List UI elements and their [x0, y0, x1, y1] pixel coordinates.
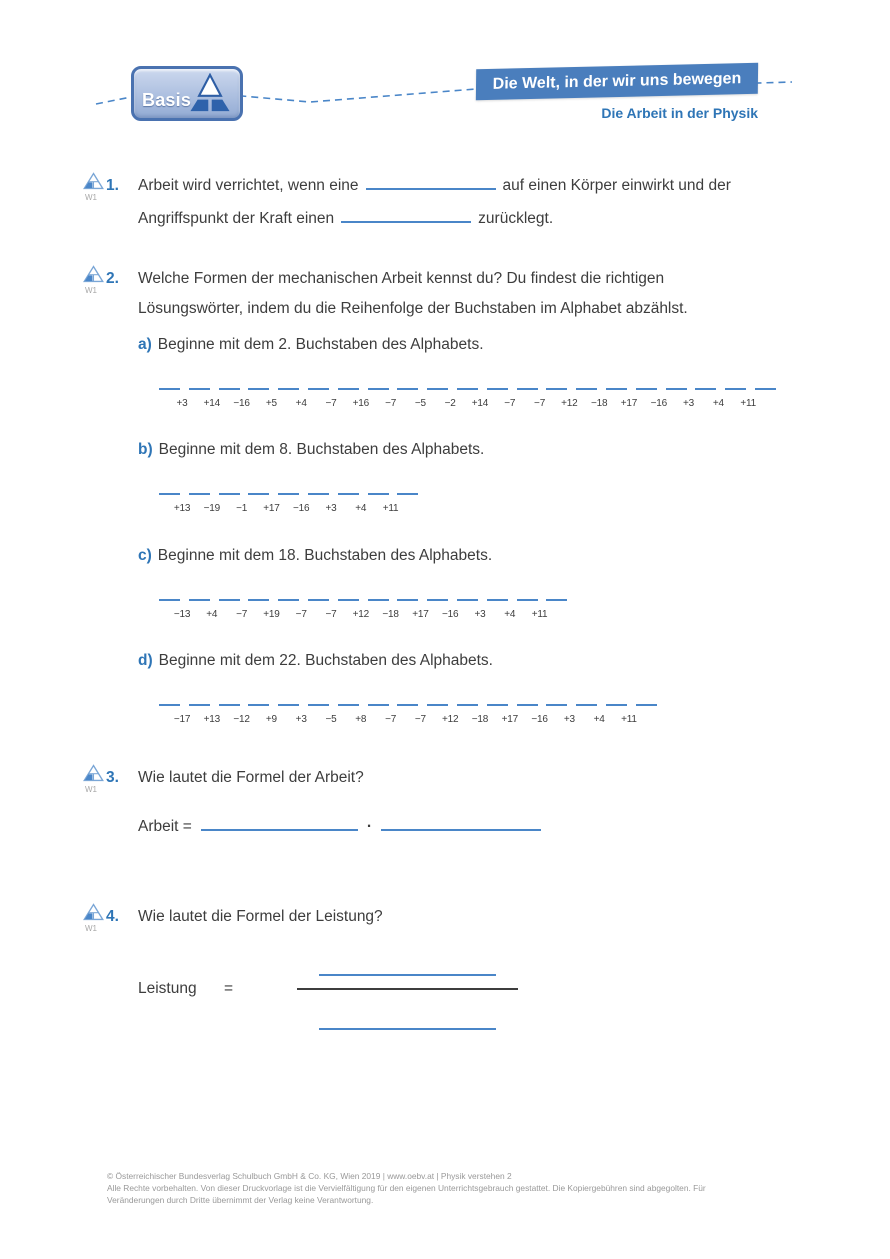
letter-step-number: −16: [650, 398, 667, 409]
letter-slot[interactable]: [189, 597, 219, 627]
letter-step-number: +11: [740, 398, 756, 409]
letter-step-number: +16: [352, 398, 369, 409]
letter-blank-dash: [219, 388, 240, 390]
letter-slot[interactable]: [338, 491, 368, 521]
letter-step-number: +14: [471, 398, 489, 409]
letter-slot[interactable]: [368, 597, 398, 627]
fraction-bar: [297, 988, 518, 990]
letter-blank-dash: [636, 704, 657, 706]
letter-blank-dash: [278, 493, 299, 495]
part-label: a): [138, 336, 152, 353]
letter-step-number: +9: [265, 714, 277, 725]
imprint-line-2: Alle Rechte vorbehalten. Von dieser Druckvorlage ist die Vervielfältigung für den eigenen Unterrichtsgebrauch gestattet. Die Kopiergebühren sind abgegolten. Für Veränderungen durch Dritte übernimmt der Verlag keine Verantwortung.: [107, 1182, 706, 1205]
question-text: Arbeit wird verrichtet, wenn eine: [138, 177, 359, 194]
letter-blank-dash: [219, 493, 240, 495]
letter-step-number: −17: [173, 714, 191, 725]
numerator-blank[interactable]: [319, 974, 496, 976]
letter-slot[interactable]: [278, 491, 308, 521]
letter-slot[interactable]: [189, 702, 219, 732]
letter-blank-dash: [278, 599, 299, 601]
letter-step-number: +19: [263, 609, 280, 620]
letter-step-number: −18: [590, 398, 608, 409]
letter-slot[interactable]: [248, 491, 278, 521]
letter-blank-dash: [666, 388, 687, 390]
letter-step-number: +4: [593, 714, 605, 725]
formula-label: Leistung: [138, 980, 197, 997]
part-label: c): [138, 547, 152, 564]
question-number: 4.: [106, 908, 119, 925]
letter-blank-dash: [487, 388, 508, 390]
letter-slot[interactable]: [546, 702, 576, 732]
letter-blank-dash: [278, 704, 299, 706]
letter-blank-dash: [397, 599, 418, 601]
letter-slot[interactable]: [576, 702, 606, 732]
letter-slot[interactable]: [397, 491, 427, 521]
letter-slot[interactable]: [427, 702, 457, 732]
letter-slot[interactable]: [159, 386, 189, 416]
letter-blank-dash: [427, 704, 448, 706]
letter-blank-dash: [546, 599, 567, 601]
question-text: auf einen Körper einwirkt und der: [502, 177, 731, 194]
worksheet-tag: W1: [85, 193, 97, 202]
letter-slot[interactable]: [368, 386, 398, 416]
letter-blank-dash: [219, 599, 240, 601]
letter-step-number: +17: [620, 398, 638, 409]
answer-blank[interactable]: [366, 187, 496, 190]
letter-slot[interactable]: [159, 597, 189, 627]
letter-slot[interactable]: [576, 386, 606, 416]
letter-blank-dash: [457, 599, 478, 601]
letter-step-number: +17: [412, 609, 429, 620]
letter-step-number: −13: [173, 609, 191, 620]
letter-slot[interactable]: [397, 386, 427, 416]
letter-step-number: +12: [441, 714, 459, 725]
letter-slot[interactable]: [457, 597, 487, 627]
letter-slot[interactable]: [278, 386, 308, 416]
letter-slot[interactable]: [338, 386, 368, 416]
letter-slot[interactable]: [517, 386, 547, 416]
formula-label: Arbeit =: [138, 818, 192, 835]
letter-step-number: −18: [471, 714, 489, 725]
letter-step-number: +3: [295, 714, 307, 725]
letter-blank-dash: [427, 599, 448, 601]
letter-blank-dash: [725, 388, 746, 390]
letter-slot[interactable]: [457, 386, 487, 416]
letter-step-number: +13: [203, 714, 220, 725]
letter-step-number: −7: [534, 398, 546, 409]
letter-slot[interactable]: [606, 702, 636, 732]
letter-blank-dash: [546, 388, 567, 390]
letter-blank-dash: [606, 388, 627, 390]
letter-blank-dash: [368, 704, 389, 706]
letter-slot[interactable]: [308, 702, 338, 732]
answer-blank[interactable]: [381, 828, 541, 831]
part-a-heading: [138, 336, 484, 354]
letter-step-number: +4: [295, 398, 307, 409]
letter-slot[interactable]: [219, 597, 249, 627]
letter-blank-dash: [189, 493, 210, 495]
letter-step-number: −2: [444, 398, 456, 409]
answer-blank[interactable]: [341, 220, 471, 223]
letter-slot[interactable]: [546, 597, 576, 627]
letter-slot[interactable]: [189, 491, 219, 521]
letter-blank-dash: [606, 704, 627, 706]
letter-blank-dash: [457, 704, 478, 706]
basis-badge: [131, 66, 243, 121]
letter-step-number: +17: [501, 714, 518, 725]
letter-slot[interactable]: [427, 386, 457, 416]
letter-slot[interactable]: [695, 386, 725, 416]
letter-blank-dash: [487, 704, 508, 706]
letter-puzzle-row-a: [159, 386, 785, 416]
question-number: 2.: [106, 270, 119, 287]
question-2-line-2: Lösungswörter, indem du die Reihenfolge der Buchstaben im Alphabet abzählst.: [138, 300, 688, 317]
letter-step-number: +14: [203, 398, 220, 409]
equals-sign: =: [224, 980, 234, 997]
letter-blank-dash: [189, 388, 210, 390]
letter-blank-dash: [576, 704, 597, 706]
power-formula-fraction: [297, 966, 518, 1036]
letter-slot[interactable]: [308, 491, 338, 521]
letter-slot[interactable]: [308, 597, 338, 627]
letter-blank-dash: [308, 493, 329, 495]
part-c-heading: [138, 547, 492, 565]
letter-blank-dash: [636, 388, 657, 390]
letter-slot[interactable]: [248, 386, 278, 416]
letter-blank-dash: [457, 388, 478, 390]
letter-blank-dash: [189, 599, 210, 601]
letter-puzzle-row-b: [159, 491, 427, 521]
question-3-text: Wie lautet die Formel der Arbeit?: [138, 769, 364, 786]
letter-step-number: +3: [683, 398, 695, 409]
imprint-footer: [107, 1171, 762, 1206]
letter-step-number: −5: [325, 714, 337, 725]
letter-slot[interactable]: [427, 597, 457, 627]
letter-blank-dash: [308, 599, 329, 601]
letter-blank-dash: [368, 388, 389, 390]
letter-blank-dash: [159, 388, 180, 390]
letter-step-number: −1: [236, 503, 248, 514]
pyramid-icon: [185, 73, 235, 113]
question-number: 1.: [106, 177, 119, 194]
answer-blank[interactable]: [201, 828, 358, 831]
letter-step-number: +4: [712, 398, 724, 409]
letter-blank-dash: [248, 704, 269, 706]
letter-slot[interactable]: [606, 386, 636, 416]
letter-blank-dash: [338, 704, 359, 706]
letter-slot[interactable]: [278, 702, 308, 732]
letter-step-number: +12: [352, 609, 369, 620]
letter-blank-dash: [695, 388, 716, 390]
letter-step-number: −7: [236, 609, 248, 620]
badge-label: Basis: [142, 90, 192, 110]
letter-slot[interactable]: [219, 702, 249, 732]
letter-slot[interactable]: [666, 386, 696, 416]
letter-step-number: −7: [325, 609, 337, 620]
letter-step-number: −7: [385, 714, 397, 725]
chapter-banner: [476, 63, 758, 100]
letter-step-number: +4: [206, 609, 218, 620]
letter-blank-dash: [397, 493, 418, 495]
letter-blank-dash: [517, 388, 538, 390]
letter-slot[interactable]: [517, 702, 547, 732]
letter-step-number: +3: [325, 503, 337, 514]
letter-step-number: +5: [265, 398, 277, 409]
question-text: zurücklegt.: [478, 210, 554, 227]
letter-blank-dash: [308, 388, 329, 390]
letter-slot[interactable]: [636, 386, 666, 416]
letter-step-number: +11: [621, 714, 637, 725]
letter-step-number: +8: [355, 714, 367, 725]
letter-blank-dash: [427, 388, 448, 390]
letter-blank-dash: [278, 388, 299, 390]
letter-slot[interactable]: [219, 491, 249, 521]
letter-step-number: −7: [385, 398, 397, 409]
letter-step-number: +3: [176, 398, 188, 409]
letter-step-number: −7: [325, 398, 337, 409]
letter-slot[interactable]: [189, 386, 219, 416]
letter-blank-dash: [517, 704, 538, 706]
letter-step-number: +17: [263, 503, 280, 514]
letter-step-number: −16: [531, 714, 548, 725]
letter-step-number: +12: [561, 398, 578, 409]
letter-blank-dash: [219, 704, 240, 706]
letter-blank-dash: [368, 493, 389, 495]
question-4-text: Wie lautet die Formel der Leistung?: [138, 908, 383, 925]
letter-step-number: +11: [531, 609, 548, 620]
letter-blank-dash: [368, 599, 389, 601]
page-title: Die Arbeit in der Physik: [601, 105, 758, 121]
letter-slot[interactable]: [248, 597, 278, 627]
part-b-heading: [138, 441, 484, 459]
part-instruction: Beginne mit dem 8. Buchstaben des Alphabets.: [158, 441, 485, 458]
letter-slot[interactable]: [308, 386, 338, 416]
part-d-heading: [138, 652, 493, 670]
letter-blank-dash: [338, 388, 359, 390]
letter-blank-dash: [159, 704, 180, 706]
letter-blank-dash: [546, 704, 567, 706]
letter-blank-dash: [755, 388, 776, 390]
letter-step-number: −16: [233, 398, 250, 409]
worksheet-tag: W1: [85, 785, 97, 794]
question-number: 3.: [106, 769, 119, 786]
letter-slot[interactable]: [159, 491, 189, 521]
letter-blank-dash: [487, 599, 508, 601]
question-2-line-1: Welche Formen der mechanischen Arbeit kennst du? Du findest die richtigen: [138, 270, 665, 287]
letter-slot[interactable]: [338, 702, 368, 732]
work-formula-line: [138, 818, 548, 836]
letter-step-number: +11: [382, 503, 399, 514]
letter-slot[interactable]: [248, 702, 278, 732]
letter-blank-dash: [308, 704, 329, 706]
letter-step-number: −5: [414, 398, 426, 409]
letter-slot[interactable]: [487, 597, 517, 627]
letter-slot[interactable]: [368, 702, 398, 732]
letter-slot[interactable]: [219, 386, 249, 416]
letter-slot[interactable]: [636, 702, 666, 732]
imprint-line-1: © Österreichischer Bundesverlag Schulbuch GmbH & Co. KG, Wien 2019 | www.oebv.at | Physik verstehen 2: [107, 1171, 512, 1181]
letter-slot[interactable]: [487, 386, 517, 416]
worksheet-tag: W1: [85, 286, 97, 295]
letter-slot[interactable]: [487, 702, 517, 732]
letter-slot[interactable]: [517, 597, 547, 627]
letter-step-number: −12: [233, 714, 250, 725]
letter-blank-dash: [397, 388, 418, 390]
part-instruction: Beginne mit dem 2. Buchstaben des Alphabets.: [157, 336, 484, 353]
letter-blank-dash: [338, 599, 359, 601]
letter-puzzle-row-c: [159, 597, 576, 627]
part-label: b): [138, 441, 153, 458]
letter-slot[interactable]: [368, 491, 398, 521]
letter-blank-dash: [248, 599, 269, 601]
part-instruction: Beginne mit dem 22. Buchstaben des Alphabets.: [158, 652, 493, 669]
letter-step-number: −7: [414, 714, 426, 725]
letter-blank-dash: [517, 599, 538, 601]
part-instruction: Beginne mit dem 18. Buchstaben des Alphabets.: [157, 547, 493, 564]
letter-step-number: −16: [441, 609, 459, 620]
letter-blank-dash: [338, 493, 359, 495]
letter-blank-dash: [397, 704, 418, 706]
question-1-line-2: [138, 210, 553, 228]
letter-step-number: +4: [355, 503, 367, 514]
part-label: d): [138, 652, 153, 669]
question-1-line-1: [138, 177, 731, 195]
letter-slot[interactable]: [397, 702, 427, 732]
letter-slot[interactable]: [397, 597, 427, 627]
letter-slot[interactable]: [159, 702, 189, 732]
banner-title: Die Welt, in der wir uns bewegen: [492, 69, 742, 93]
letter-step-number: +3: [474, 609, 486, 620]
letter-blank-dash: [248, 493, 269, 495]
letter-step-number: +13: [173, 503, 191, 514]
letter-blank-dash: [159, 599, 180, 601]
letter-slot[interactable]: [278, 597, 308, 627]
letter-step-number: −18: [382, 609, 399, 620]
letter-step-number: −16: [293, 503, 310, 514]
letter-slot[interactable]: [755, 386, 785, 416]
letter-slot[interactable]: [338, 597, 368, 627]
letter-puzzle-row-d: [159, 702, 666, 732]
multiplication-dot: ·: [366, 818, 373, 835]
letter-slot[interactable]: [725, 386, 755, 416]
letter-blank-dash: [159, 493, 180, 495]
letter-blank-dash: [248, 388, 269, 390]
letter-step-number: −19: [203, 503, 220, 514]
letter-step-number: +4: [504, 609, 516, 620]
letter-blank-dash: [576, 388, 597, 390]
letter-step-number: −7: [504, 398, 516, 409]
worksheet-tag: W1: [85, 924, 97, 933]
letter-step-number: −7: [295, 609, 307, 620]
denominator-blank[interactable]: [319, 1028, 496, 1030]
letter-blank-dash: [189, 704, 210, 706]
question-text: Angriffspunkt der Kraft einen: [138, 210, 335, 227]
letter-slot[interactable]: [546, 386, 576, 416]
letter-slot[interactable]: [457, 702, 487, 732]
letter-step-number: +3: [563, 714, 575, 725]
